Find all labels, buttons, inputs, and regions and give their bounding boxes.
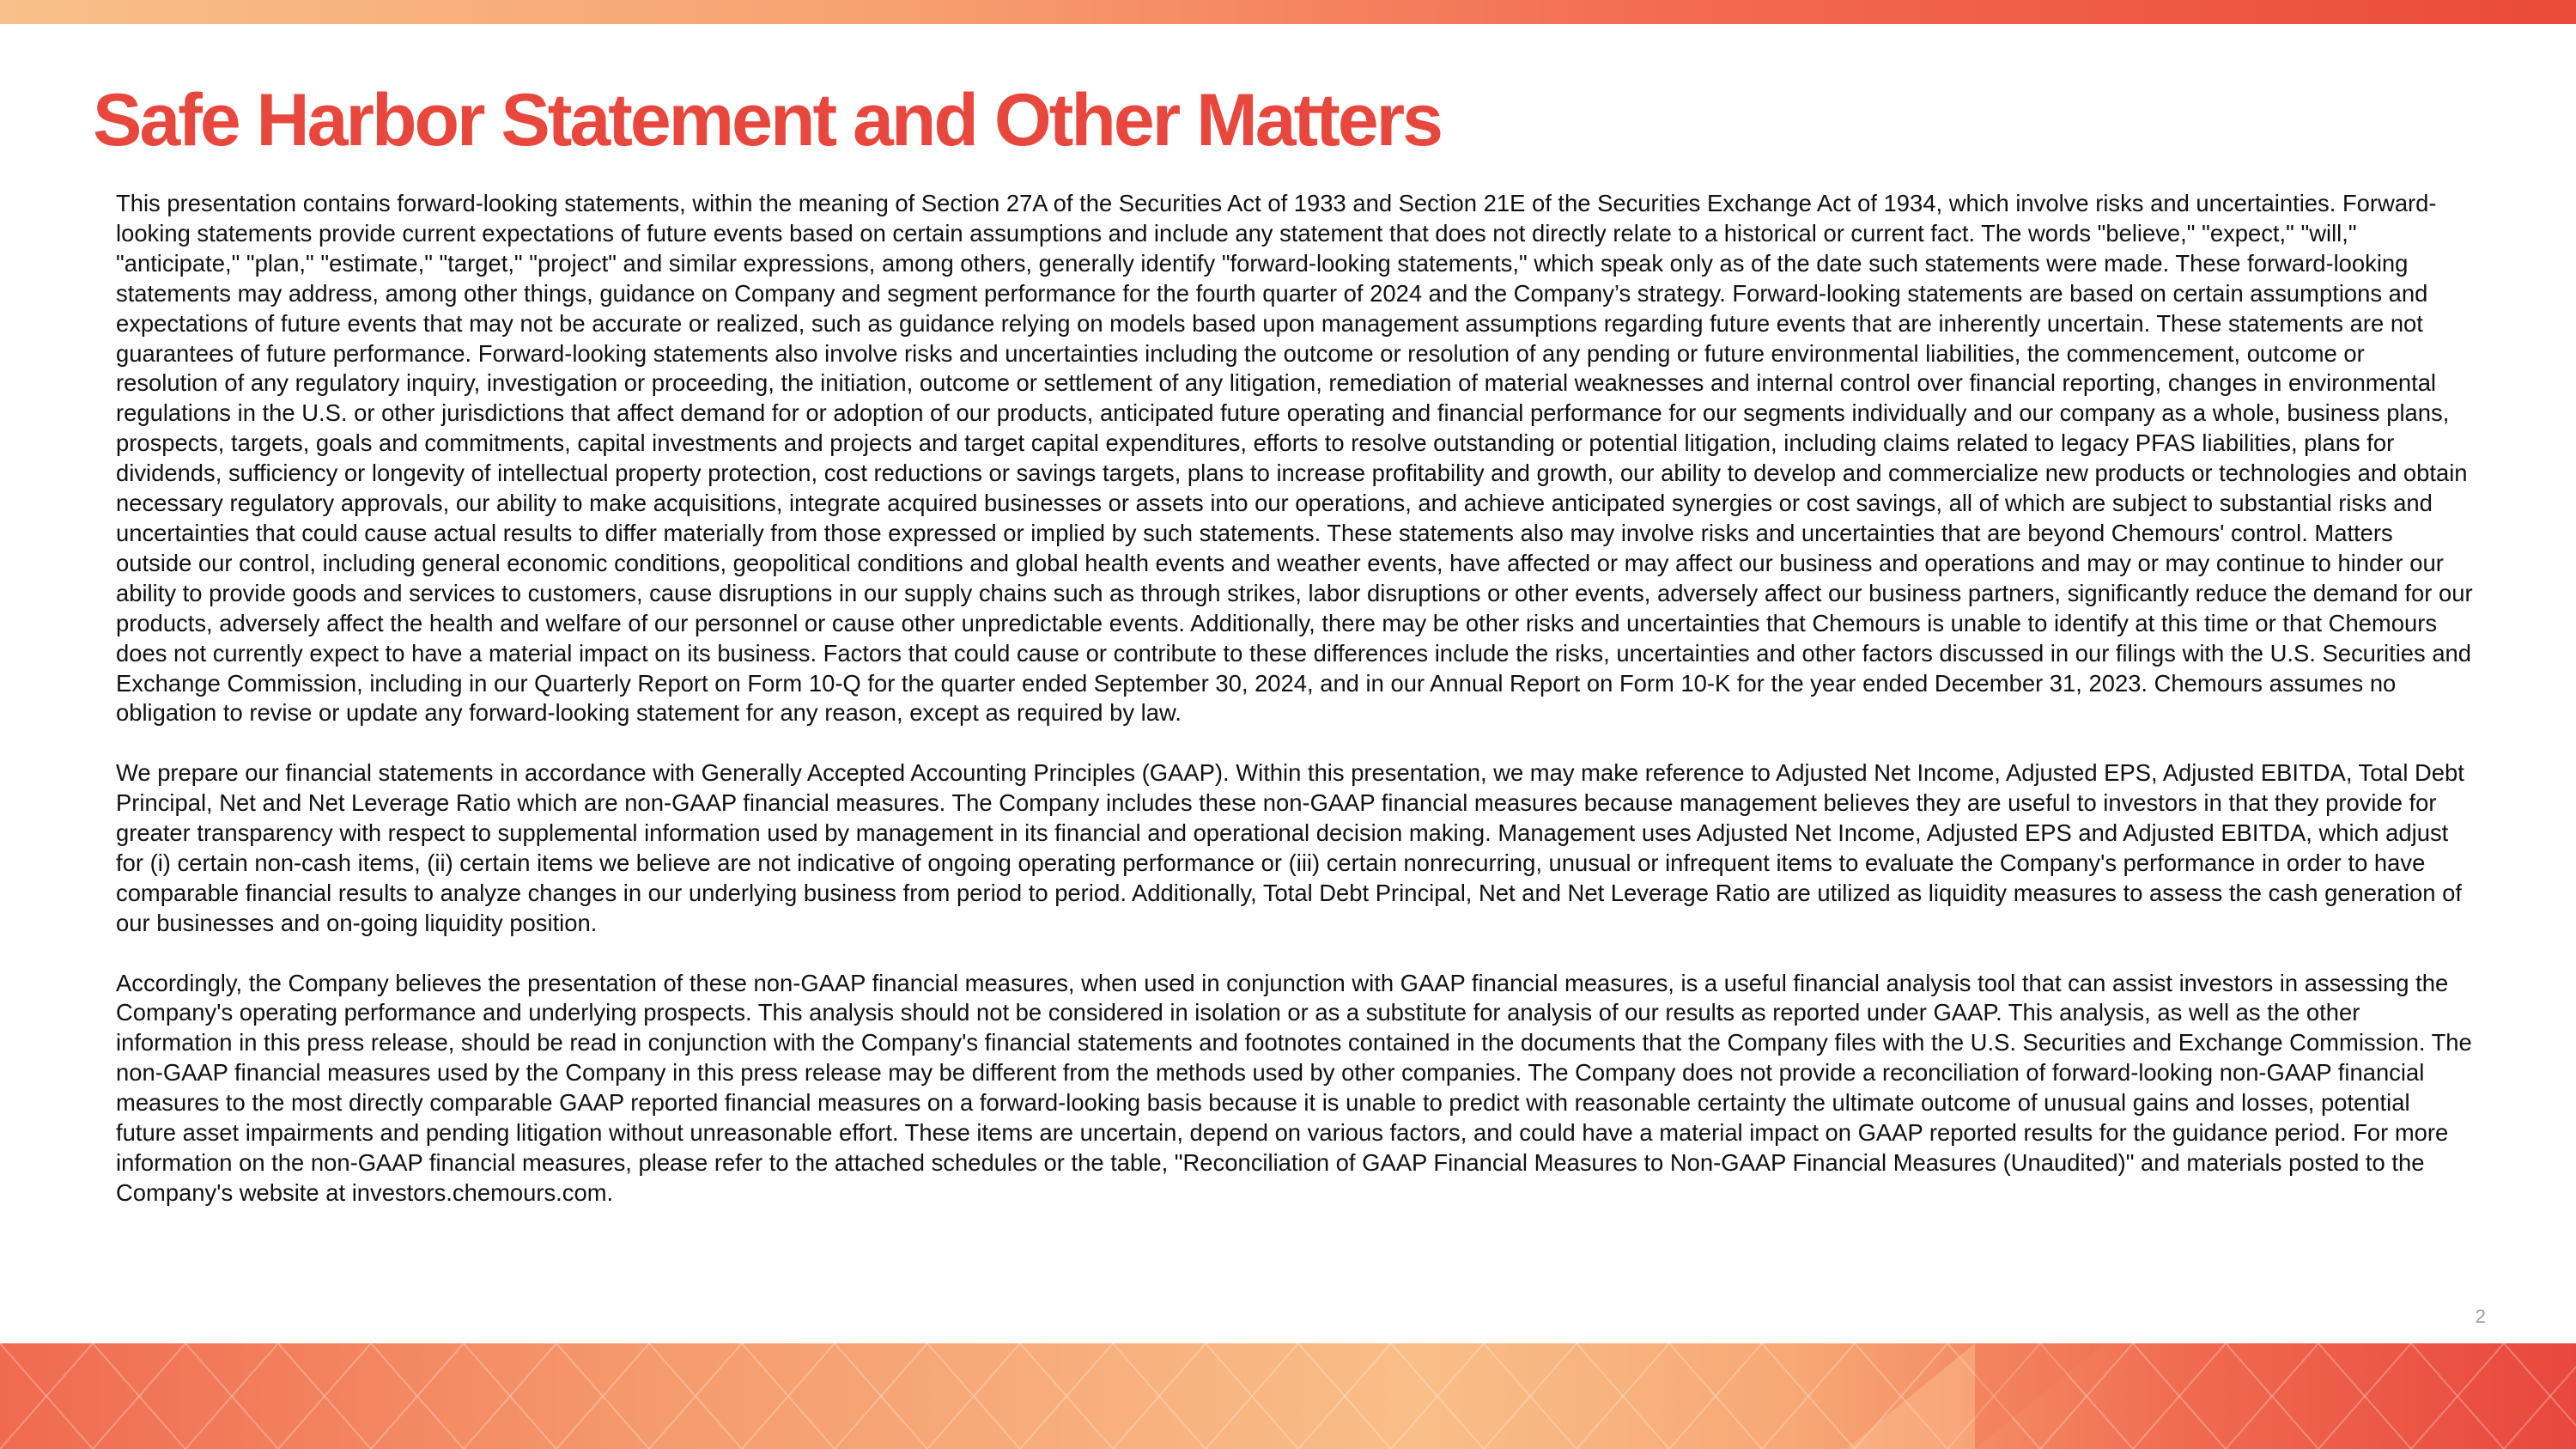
bottom-decorative-band bbox=[0, 1343, 2576, 1449]
body-text bbox=[116, 189, 2473, 1239]
slide-title: Safe Harbor Statement and Other Matters bbox=[93, 79, 1441, 161]
non-gaap-paragraph: We prepare our financial statements in accordance with Generally Accepted Accounting Principles (GAAP). Within this presentation, we may make reference to Adjusted Net Income, Adjusted EPS, Adjusted EBITDA, Total Debt Principal, Net and Net Leverage Ratio which are non-GAAP financial measures. The Company includes these non-GAAP financial measures because management believes they are useful to investors in that they provide for greater transparency with respect to supplemental information used by management in its financial and operational decision making. Management uses Adjusted Net Income, Adjusted EPS and Adjusted EBITDA, which adjust for (i) certain non-cash items, (ii) certain items we believe are not indicative of ongoing operating performance or (iii) certain nonrecurring, unusual or infrequent items to evaluate the Company's performance in order to have comparable financial results to analyze changes in our underlying business from period to period. Additionally, Total Debt Principal, Net and Net Leverage Ratio are utilized as liquidity measures to assess the cash generation of our businesses and on-going liquidity position. bbox=[116, 759, 2464, 936]
top-accent-bar bbox=[0, 0, 2576, 24]
triangle-pattern bbox=[0, 1343, 2576, 1449]
non-gaap-usefulness-paragraph: Accordingly, the Company believes the presentation of these non-GAAP financial measures, when used in conjunction with GAAP financial measures, is a useful financial analysis tool that can assist investors in assessing the Company's operating performance and underlying prospects. This analysis should not be considered in isolation or as a substitute for analysis of our results as reported under GAAP. This analysis, as well as the other information in this press release, should be read in conjunction with the Company's financial statements and footnotes contained in the documents that the Company files with the U.S. Securities and Exchange Commission. The non-GAAP financial measures used by the Company in this press release may be different from the methods used by other companies. The Company does not provide a reconciliation of forward-looking non-GAAP financial measures to the most directly comparable GAAP reported financial measures on a forward-looking basis because it is unable to predict with reasonable certainty the ultimate outcome of unusual gains and losses, potential future asset impairments and pending litigation without unreasonable effort. These items are uncertain, depend on various factors, and could have a material impact on GAAP reported results for the guidance period. For more information on the non-GAAP financial measures, please refer to the attached schedules or the table, "Reconciliation of GAAP Financial Measures to Non-GAAP Financial Measures (Unaudited)" and materials posted to the Company's website at investors.chemours.com. bbox=[116, 969, 2472, 1206]
safe-harbor-paragraph: This presentation contains forward-looking statements, within the meaning of Section 27A of the Securities Act of 1933 and Section 21E of the Securities Exchange Act of 1934, which involve risks and uncertainties. Forward-looking statements provide current expectations of future events based on certain assumptions and include any statement that does not directly relate to a historical or current fact. The words "believe," "expect," "will," "anticipate," "plan," "estimate," "target," "project" and similar expressions, among others, generally identify "forward-looking statements," which speak only as of the date such statements were made. These forward-looking statements may address, among other things, guidance on Company and segment performance for the fourth quarter of 2024 and the Company’s strategy. Forward-looking statements are based on certain assumptions and expectations of future events that may not be accurate or realized, such as guidance relying on models based upon management assumptions regarding future events that are inherently uncertain. These statements are not guarantees of future performance. Forward-looking statements also involve risks and uncertainties including the outcome or resolution of any pending or future environmental liabilities, the commencement, outcome or resolution of any regulatory inquiry, investigation or proceeding, the initiation, outcome or settlement of any litigation, remediation of material weaknesses and internal control over financial reporting, changes in environmental regulations in the U.S. or other jurisdictions that affect demand for or adoption of our products, anticipated future operating and financial performance for our segments individually and our company as a whole, business plans, prospects, targets, goals and commitments, capital investments and projects and target capital expenditures, efforts to resolve outstanding or potential litigation, including claims related to legacy PFAS liabilities, plans for dividends, sufficiency or longevity of intellectual property protection, cost reductions or savings targets, plans to increase profitability and growth, our ability to develop and commercialize new products or technologies and obtain necessary regulatory approvals, our ability to make acquisitions, integrate acquired businesses or assets into our operations, and achieve anticipated synergies or cost savings, all of which are subject to substantial risks and uncertainties that could cause actual results to differ materially from those expressed or implied by such statements. These statements also may involve risks and uncertainties that are beyond Chemours' control. Matters outside our control, including general economic conditions, geopolitical conditions and global health events and weather events, have affected or may affect our business and operations and may or may continue to hinder our ability to provide goods and services to customers, cause disruptions in our supply chains such as through strikes, labor disruptions or other events, adversely affect our business partners, significantly reduce the demand for our products, adversely affect the health and welfare of our personnel or cause other unpredictable events. Additionally, there may be other risks and uncertainties that Chemours is unable to identify at this time or that Chemours does not currently expect to have a material impact on its business. Factors that could cause or contribute to these differences include the risks, uncertainties and other factors discussed in our filings with the U.S. Securities and Exchange Commission, including in our Quarterly Report on Form 10-Q for the quarter ended September 30, 2024, and in our Annual Report on Form 10-K for the year ended December 31, 2023. Chemours assumes no obligation to revise or update any forward-looking statement for any reason, except as required by law. bbox=[116, 190, 2473, 727]
page-number: 2 bbox=[2475, 1306, 2486, 1327]
